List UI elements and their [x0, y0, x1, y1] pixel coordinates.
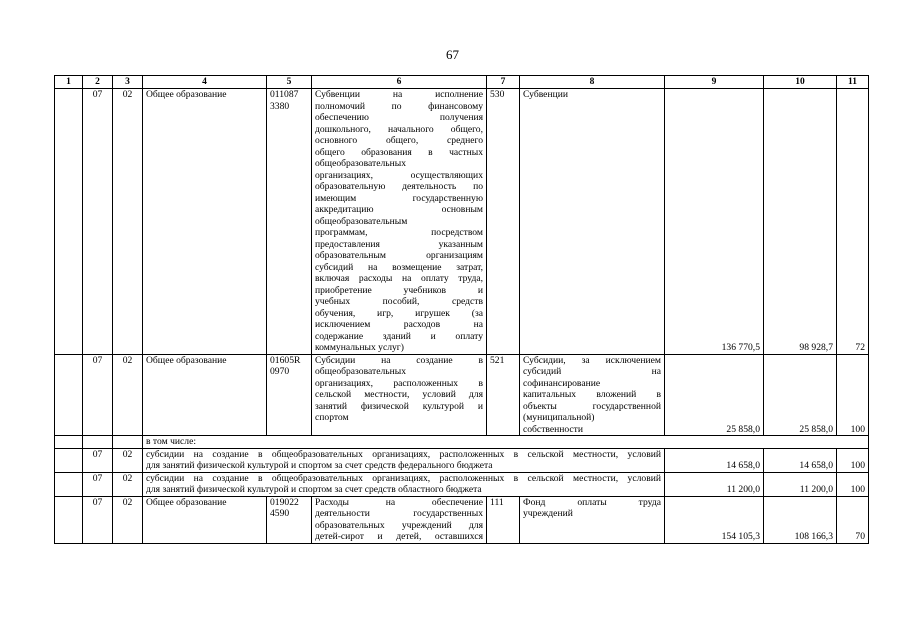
execution-percent-cell: 100: [837, 448, 869, 472]
subsidy-description-line: субсидии на создание в общеобразовательных организациях, расположенных в сельской местности, условий: [146, 448, 661, 460]
header-cell: 10: [764, 76, 837, 89]
subsidy-description-line: субсидии на создание в общеобразовательных организациях, расположенных в сельской местности, условий: [146, 472, 661, 484]
execution-percent-cell: 72: [837, 89, 869, 355]
executed-amount-cell: 25 858,0: [764, 354, 837, 436]
target-code-line: 3380: [270, 100, 290, 112]
section-code-cell: 07: [83, 354, 113, 436]
header-cell: 2: [83, 76, 113, 89]
including-label: в том числе:: [143, 436, 869, 449]
description-line: полномочий по финансовому: [315, 100, 483, 112]
planned-amount-cell: 11 200,0: [665, 472, 764, 496]
table-row: [55, 354, 869, 436]
description-line: обучения, игр, игрушек (за: [315, 307, 483, 319]
description-line: общеобразовательных: [315, 366, 406, 377]
execution-percent-cell: 70: [837, 496, 869, 543]
description-line: Субсидии на создание в: [315, 354, 483, 366]
target-code-line: 019022: [270, 496, 299, 508]
section-name-cell: Общее образование: [143, 354, 267, 436]
subsection-code-cell: 02: [113, 472, 143, 496]
expense-type-line: субсидий на: [523, 366, 661, 377]
description-line: основного общего, среднего: [315, 135, 483, 146]
header-cell: 6: [312, 76, 487, 89]
header-cell: 8: [520, 76, 665, 89]
description-line: организациях, осуществляющих: [315, 169, 483, 181]
description-line: организациях, расположенных в: [315, 377, 483, 389]
description-line: спортом: [315, 412, 349, 423]
description-line: деятельности государственных: [315, 508, 483, 519]
description-line: исключением расходов на: [315, 319, 483, 330]
description-line: включая расходы на оплату труда,: [315, 273, 483, 284]
description-line: обеспечению получения: [315, 112, 483, 123]
subsidy-description-line: для занятий физической культурой и спортом за счет средств областного бюджета: [146, 484, 482, 495]
empty-cell: [55, 472, 83, 496]
target-code-cell: [267, 354, 312, 436]
subsidy-description-cell: [143, 472, 665, 496]
expense-type-line: (муниципальной): [523, 412, 595, 423]
table-row: [55, 496, 869, 543]
empty-cell: [55, 436, 83, 449]
planned-amount-cell: 25 858,0: [665, 354, 764, 436]
section-code-cell: 07: [83, 472, 113, 496]
description-line: Расходы на обеспечение: [315, 496, 483, 508]
description-line: образовательную деятельность по: [315, 181, 483, 192]
description-line: общего образования в частных: [315, 146, 483, 158]
header-cell: 1: [55, 76, 83, 89]
description-line: сельской местности, условий для: [315, 389, 483, 400]
header-cell: 4: [143, 76, 267, 89]
target-code-cell: [267, 89, 312, 355]
including-row: [55, 436, 869, 449]
expense-type-line: собственности: [523, 423, 584, 435]
executed-amount-cell: 14 658,0: [764, 448, 837, 472]
target-code-line: 011087: [270, 89, 299, 100]
executed-amount-cell: 108 166,3: [764, 496, 837, 543]
description-line: приобретение учебников и: [315, 284, 483, 296]
header-cell: 9: [665, 76, 764, 89]
description-cell: [312, 89, 487, 355]
expense-type-line: Субсидии, за исключением: [523, 354, 661, 366]
header-cell: 3: [113, 76, 143, 89]
budget-table: [54, 75, 869, 544]
description-cell: [312, 496, 487, 543]
target-code-line: 01605R: [270, 354, 301, 366]
subsidy-row: [55, 472, 869, 496]
description-line: коммунальных услуг): [315, 342, 404, 353]
planned-amount-cell: 14 658,0: [665, 448, 764, 472]
description-line: общеобразовательных: [315, 158, 406, 169]
subsection-code-cell: 02: [113, 89, 143, 355]
subsection-code-cell: 02: [113, 448, 143, 472]
executed-amount-cell: 11 200,0: [764, 472, 837, 496]
executed-amount-cell: 98 928,7: [764, 89, 837, 355]
description-line: программам, посредством: [315, 227, 483, 238]
row-number-cell: [55, 89, 83, 355]
header-cell: 11: [837, 76, 869, 89]
expense-type-code-cell: 111: [487, 496, 520, 543]
description-line: учебных пособий, средств: [315, 296, 483, 307]
expense-type-line: Субвенции: [523, 89, 568, 100]
expense-type-name-cell: [520, 496, 665, 543]
description-cell: [312, 354, 487, 436]
expense-type-name-cell: [520, 89, 665, 355]
header-cell: 5: [267, 76, 312, 89]
subsection-code-cell: 02: [113, 496, 143, 543]
description-line: общеобразовательным: [315, 215, 408, 227]
target-code-line: 0970: [270, 366, 290, 377]
header-cell: 7: [487, 76, 520, 89]
subsection-code-cell: 02: [113, 354, 143, 436]
subsidy-row: [55, 448, 869, 472]
section-name-cell: Общее образование: [143, 89, 267, 355]
empty-cell: [113, 436, 143, 449]
execution-percent-cell: 100: [837, 472, 869, 496]
description-line: дошкольного, начального общего,: [315, 123, 483, 135]
table-row: [55, 89, 869, 355]
expense-type-line: объекты государственной: [523, 400, 661, 412]
section-code-cell: 07: [83, 89, 113, 355]
description-line: детей-сирот и детей, оставшихся: [315, 531, 483, 542]
planned-amount-cell: 154 105,3: [665, 496, 764, 543]
target-code-line: 4590: [270, 508, 290, 519]
section-code-cell: 07: [83, 496, 113, 543]
section-code-cell: 07: [83, 448, 113, 472]
section-name-cell: Общее образование: [143, 496, 267, 543]
expense-type-line: учреждений: [523, 508, 573, 519]
empty-cell: [55, 496, 83, 543]
description-line: содержание зданий и оплату: [315, 330, 483, 342]
expense-type-line: капитальных вложений в: [523, 389, 661, 400]
description-line: Субвенции на исполнение: [315, 89, 483, 100]
subsidy-description-line: для занятий физической культурой и спортом за счет средств федерального бюджета: [146, 460, 493, 471]
empty-cell: [55, 448, 83, 472]
expense-type-line: софинансирование: [523, 377, 601, 389]
description-line: занятий физической культурой и: [315, 400, 483, 412]
empty-cell: [83, 436, 113, 449]
expense-type-name-cell: [520, 354, 665, 436]
description-line: предоставления указанным: [315, 238, 483, 250]
expense-type-line: Фонд оплаты труда: [523, 496, 661, 508]
description-line: субсидий на возмещение затрат,: [315, 261, 483, 273]
description-line: аккредитацию основным: [315, 204, 483, 215]
row-number-cell: [55, 354, 83, 436]
expense-type-code-cell: 530: [487, 89, 520, 355]
description-line: образовательным организациям: [315, 250, 483, 261]
page-number: 67: [446, 47, 459, 62]
expense-type-code-cell: 521: [487, 354, 520, 436]
description-line: образовательных учреждений для: [315, 519, 483, 531]
table-header-row: [55, 76, 869, 89]
target-code-cell: [267, 496, 312, 543]
subsidy-description-cell: [143, 448, 665, 472]
execution-percent-cell: 100: [837, 354, 869, 436]
planned-amount-cell: 136 770,5: [665, 89, 764, 355]
description-line: имеющим государственную: [315, 192, 483, 204]
